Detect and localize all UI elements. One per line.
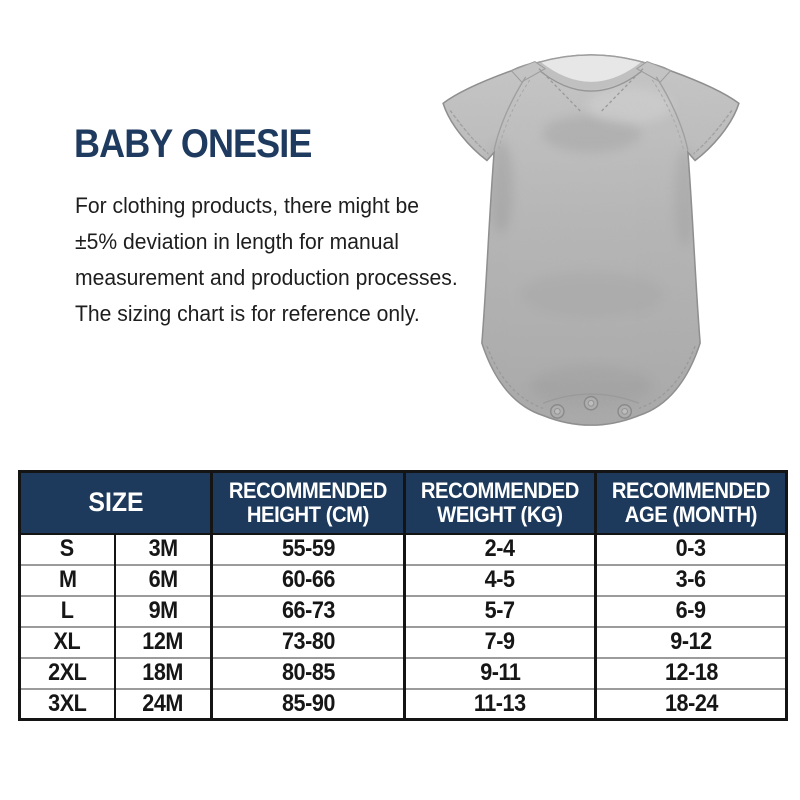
- age-range: 12-18: [596, 658, 787, 689]
- header-row: [20, 472, 787, 534]
- height-range: 55-59: [212, 534, 405, 565]
- size-label: L: [20, 596, 115, 627]
- size-chart: [18, 470, 787, 721]
- weight-range: 4-5: [405, 565, 596, 596]
- col-header-weight: RECOMMENDED WEIGHT (KG): [405, 472, 596, 534]
- description-line: ±5% deviation in length for manual: [75, 229, 399, 254]
- size-label: 3XL: [20, 689, 115, 720]
- weight-range: 7-9: [405, 627, 596, 658]
- height-range: 80-85: [212, 658, 405, 689]
- description-line: The sizing chart is for reference only.: [75, 301, 420, 326]
- size-label: XL: [20, 627, 115, 658]
- month-label: 12M: [115, 627, 212, 658]
- size-label: M: [20, 565, 115, 596]
- size-row: [20, 596, 787, 627]
- col-header-size: SIZE: [20, 472, 212, 534]
- baby-onesie-illustration: [438, 34, 744, 442]
- size-row: [20, 627, 787, 658]
- size-label: S: [20, 534, 115, 565]
- size-row: [20, 534, 787, 565]
- col-header-height: RECOMMENDED HEIGHT (CM): [212, 472, 405, 534]
- description-line: measurement and production processes.: [75, 265, 458, 290]
- baby-onesie-photo: [438, 34, 744, 442]
- month-label: 3M: [115, 534, 212, 565]
- age-range: 18-24: [596, 689, 787, 720]
- size-row: [20, 658, 787, 689]
- height-range: 66-73: [212, 596, 405, 627]
- page-title: BABY ONESIE: [74, 122, 312, 166]
- weight-range: 9-11: [405, 658, 596, 689]
- age-range: 0-3: [596, 534, 787, 565]
- weight-range: 11-13: [405, 689, 596, 720]
- month-label: 6M: [115, 565, 212, 596]
- height-range: 60-66: [212, 565, 405, 596]
- month-label: 9M: [115, 596, 212, 627]
- weight-range: 2-4: [405, 534, 596, 565]
- weight-range: 5-7: [405, 596, 596, 627]
- age-range: 9-12: [596, 627, 787, 658]
- height-range: 73-80: [212, 627, 405, 658]
- size-chart-table: [18, 470, 788, 721]
- size-row: [20, 689, 787, 720]
- description-line: For clothing products, there might be: [75, 193, 419, 218]
- age-range: 3-6: [596, 565, 787, 596]
- col-header-age: RECOMMENDED AGE (MONTH): [596, 472, 787, 534]
- month-label: 18M: [115, 658, 212, 689]
- month-label: 24M: [115, 689, 212, 720]
- size-label: 2XL: [20, 658, 115, 689]
- product-description: [75, 188, 458, 332]
- height-range: 85-90: [212, 689, 405, 720]
- age-range: 6-9: [596, 596, 787, 627]
- size-row: [20, 565, 787, 596]
